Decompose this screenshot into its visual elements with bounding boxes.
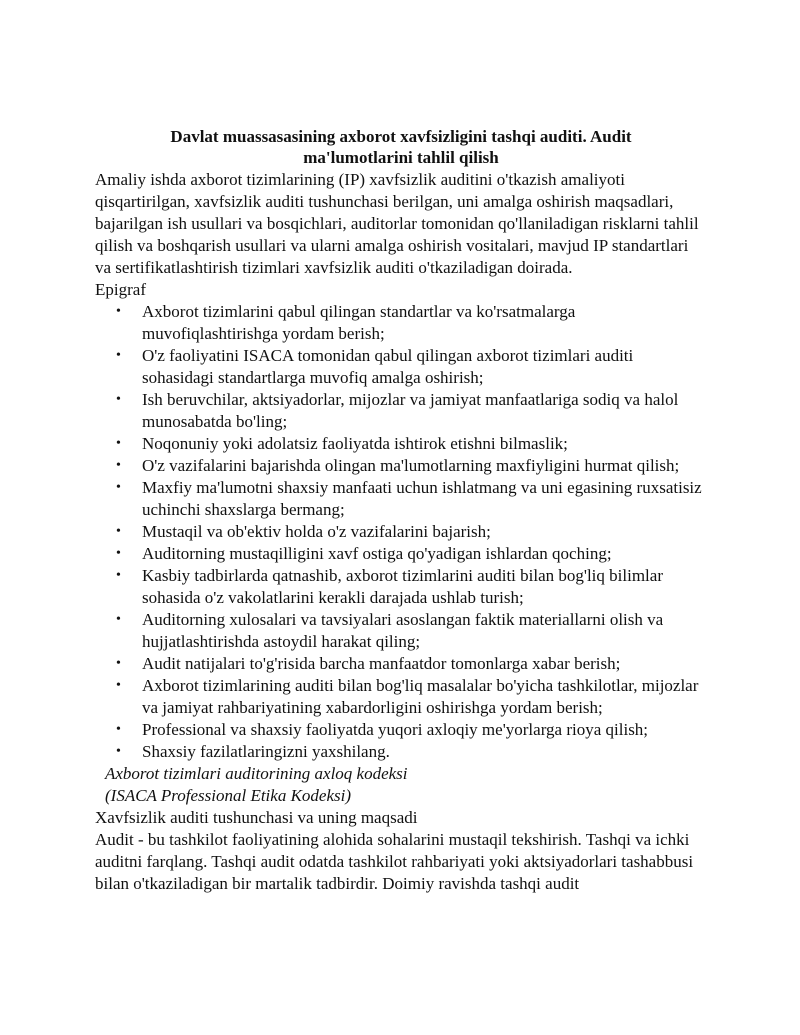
list-item [95, 301, 707, 345]
list-item-text: Audit natijalari to'g'risida barcha manfaatdor tomonlarga xabar berish; [142, 654, 621, 673]
list-item-text: Axborot tizimlarini qabul qilingan standartlar va ko'rsatmalarga muvofiqlashtirishga yordam berish; [142, 302, 576, 343]
bullet-icon: • [116, 568, 121, 583]
list-item-text: O'z faoliyatini ISACA tomonidan qabul qilingan axborot tizimlari auditi sohasidagi standartlarga muvofiq amalga oshirish; [142, 346, 634, 387]
list-item-text: Axborot tizimlarining auditi bilan bog'liq masalalar bo'yicha tashkilotlar, mijozlar va jamiyat rahbariyatining xabardorligini oshirishga yordam berish; [142, 676, 699, 717]
list-item [95, 521, 707, 543]
bullet-icon: • [116, 678, 121, 693]
section-paragraph: Audit - bu tashkilot faoliyatining alohida sohalarini mustaqil tekshirish. Tashqi va ichki auditni farqlang. Tashqi audit odatda tashkilot rahbariyati yoki aktsiyadorlari tashabbusi bilan o'tkaziladigan bir martalik tadbirdir. Doimiy ravishda tashqi audit [95, 830, 694, 893]
bullet-icon: • [116, 458, 121, 473]
bullet-icon: • [116, 656, 121, 671]
list-item [95, 741, 707, 763]
list-item [95, 719, 707, 741]
list-item-text: Maxfiy ma'lumotni shaxsiy manfaati uchun ishlatmang va uni egasining ruxsatisiz uchinchi shaxslarga bermang; [142, 478, 702, 519]
list-item-text: Mustaqil va ob'ektiv holda o'z vazifalarini bajarish; [142, 522, 491, 541]
document-page [95, 126, 707, 895]
list-item [95, 389, 707, 433]
list-item [95, 609, 707, 653]
code-title: Axborot tizimlari auditorining axloq kodeksi [105, 764, 408, 783]
bullet-icon: • [116, 524, 121, 539]
epigraph-label: Epigraf [95, 280, 146, 299]
bullet-icon: • [116, 744, 121, 759]
bullet-icon: • [116, 480, 121, 495]
bullet-icon: • [116, 392, 121, 407]
list-item-text: Professional va shaxsiy faoliyatda yuqori axloqiy me'yorlarga rioya qilish; [142, 720, 649, 739]
list-item [95, 653, 707, 675]
bullet-icon: • [116, 348, 121, 363]
bullet-icon: • [116, 612, 121, 627]
bullet-icon: • [116, 436, 121, 451]
list-item [95, 477, 707, 521]
epigraph-list [95, 301, 707, 763]
list-item-text: O'z vazifalarini bajarishda olingan ma'lumotlarning maxfiyligini hurmat qilish; [142, 456, 680, 475]
list-item [95, 345, 707, 389]
list-item [95, 455, 707, 477]
section-heading: Xavfsizlik auditi tushunchasi va uning maqsadi [95, 808, 418, 827]
intro-paragraph: Amaliy ishda axborot tizimlarining (IP) xavfsizlik auditini o'tkazish amaliyoti qisqartirilgan, xavfsizlik auditi tushunchasi berilgan, uni amalga oshirish maqsadlari, bajarilgan ish usullari va bosqichlari, auditorlar tomonidan qo'llaniladigan risklarni tahlil qilish va boshqarish usullari va ularni amalga oshirish vositalari, mavjud IP standartlari va sertifikatlashtirish tizimlari xavfsizlik auditi o'tkaziladigan doirada. [95, 170, 699, 277]
list-item-text: Shaxsiy fazilatlaringizni yaxshilang. [142, 742, 390, 761]
list-item [95, 565, 707, 609]
list-item [95, 433, 707, 455]
list-item-text: Ish beruvchilar, aktsiyadorlar, mijozlar va jamiyat manfaatlariga sodiq va halol munosabatda bo'ling; [142, 390, 679, 431]
list-item-text: Auditorning xulosalari va tavsiyalari asoslangan faktik materiallarni olish va hujjatlashtirishda astoydil harakat qiling; [142, 610, 664, 651]
document-title [95, 126, 707, 168]
list-item-text: Auditorning mustaqilligini xavf ostiga qo'yadigan ishlardan qoching; [142, 544, 612, 563]
list-item-text: Kasbiy tadbirlarda qatnashib, axborot tizimlarini auditi bilan bog'liq bilimlar sohasida o'z vakolatlarini kerakli darajada ushlab turish; [142, 566, 663, 607]
bullet-icon: • [116, 304, 121, 319]
list-item-text: Noqonuniy yoki adolatsiz faoliyatda ishtirok etishni bilmaslik; [142, 434, 568, 453]
code-subtitle: (ISACA Professional Etika Kodeksi) [105, 786, 351, 805]
document-title-line-2: ma'lumotlarini tahlil qilish [303, 148, 499, 167]
bullet-icon: • [116, 546, 121, 561]
document-title-line-1: Davlat muassasasining axborot xavfsizligini tashqi auditi. Audit [170, 127, 632, 146]
list-item [95, 543, 707, 565]
bullet-icon: • [116, 722, 121, 737]
list-item [95, 675, 707, 719]
